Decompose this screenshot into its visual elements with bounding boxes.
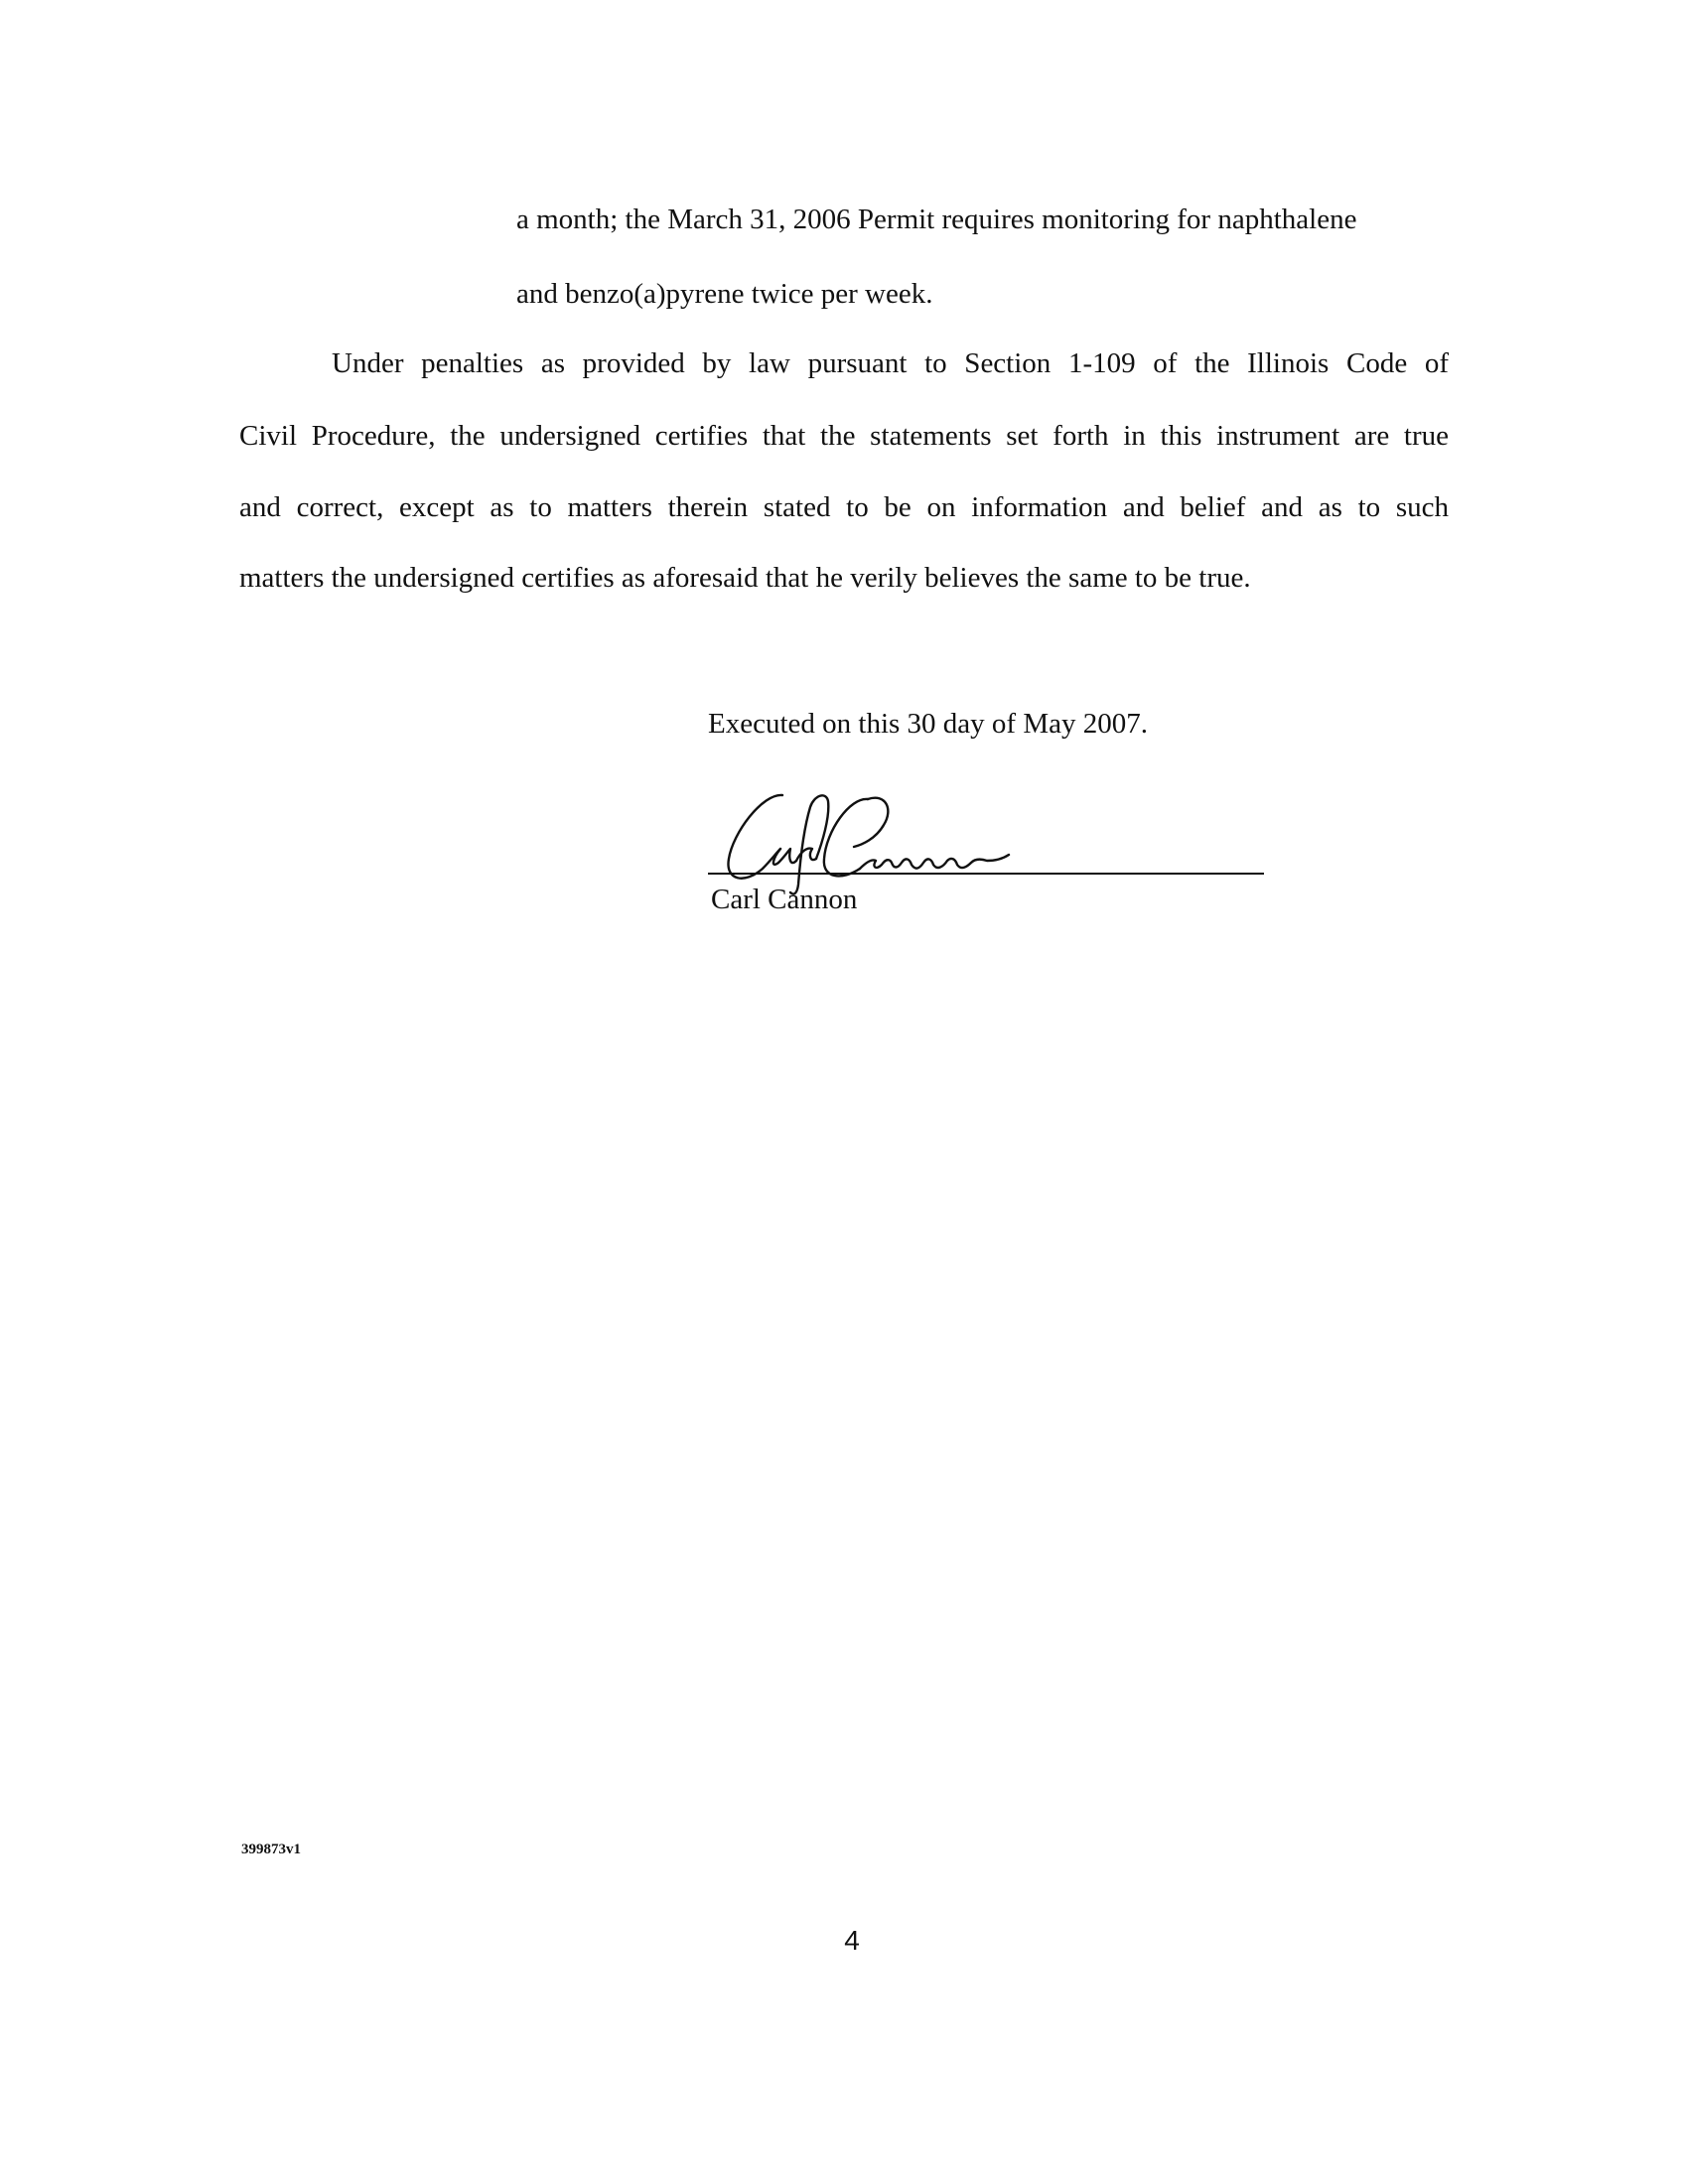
page-number: 4 bbox=[844, 1925, 860, 1956]
certification-line-3: and correct, except as to matters therein stated to be on information and belief and as to such bbox=[239, 491, 1449, 523]
execution-statement: Executed on this 30 day of May 2007. bbox=[708, 708, 1148, 740]
certification-line-4: matters the undersigned certifies as aforesaid that he verily believes the same to be true. bbox=[239, 562, 1251, 594]
certification-line-2: Civil Procedure, the undersigned certifies that the statements set forth in this instrument are true bbox=[239, 420, 1449, 452]
document-id: 399873v1 bbox=[241, 1842, 301, 1857]
signer-name: Carl Cannon bbox=[711, 884, 858, 915]
certification-line-1: Under penalties as provided by law pursuant to Section 1-109 of the Illinois Code of bbox=[332, 347, 1449, 379]
paragraph-continuation-line-1: a month; the March 31, 2006 Permit requires monitoring for naphthalene bbox=[516, 204, 1357, 235]
paragraph-continuation-line-2: and benzo(a)pyrene twice per week. bbox=[516, 278, 933, 310]
signature-line bbox=[708, 873, 1264, 875]
